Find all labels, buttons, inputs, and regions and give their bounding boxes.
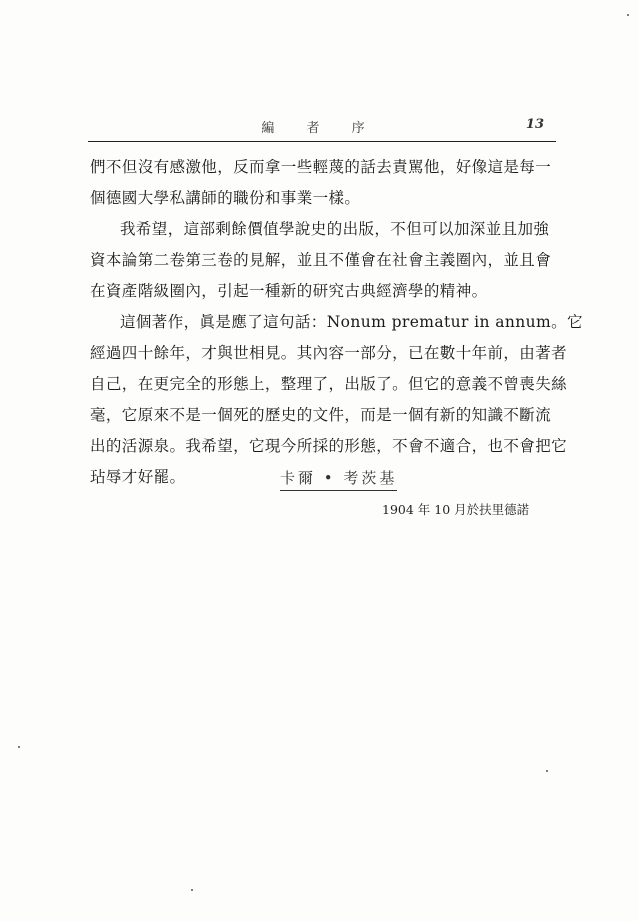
scan-speck [627,14,629,16]
text-line: 玷辱才好罷。 [90,468,186,486]
page-header [88,117,552,139]
text-line: 在資產階級圈內，引起一種新的研究古典經濟學的精神。 [90,282,488,300]
page-number: 13 [525,117,544,132]
text-line: 毫，它原來不是一個死的歷史的文件，而是一個有新的知識不斷流 [90,406,552,424]
text-line: 個德國大學私講師的職份和事業一樣。 [90,189,361,207]
text-line: 們不但沒有感激他，反而拿一些輕蔑的話去責駡他，好像這是每一 [90,158,552,176]
text-line: 經過四十餘年，才與世相見。其內容一部分，已在數十年前，由著者 [90,344,568,362]
text-line: 資本論第二卷第三卷的見解，並且不僅會在社會主義圈內，並且會 [90,251,552,269]
running-title: 編 者 序 [261,121,379,136]
text-line: 出的活源泉。我希望，它現今所採的形態，不會不適合，也不會把它 [90,437,568,455]
signature-name: 卡爾 • 考茨基 [280,467,397,491]
text-line: 自己，在更完全的形態上，整理了，出版了。但它的意義不曾喪失絲 [90,375,568,393]
text-line: 我希望，這部剩餘價值學說史的出版，不但可以加深並且加強 [120,220,550,238]
signature-block [280,467,560,491]
header-rule [88,141,556,142]
scan-speck [18,746,20,748]
scan-speck [191,889,193,891]
body-text [90,152,583,493]
dateline: 1904 年 10 月於扶里德諾 [382,502,530,517]
scan-speck [546,770,548,772]
text-line: 這個著作，眞是應了這句話：Nonum prematur in annum。它 [120,313,583,331]
